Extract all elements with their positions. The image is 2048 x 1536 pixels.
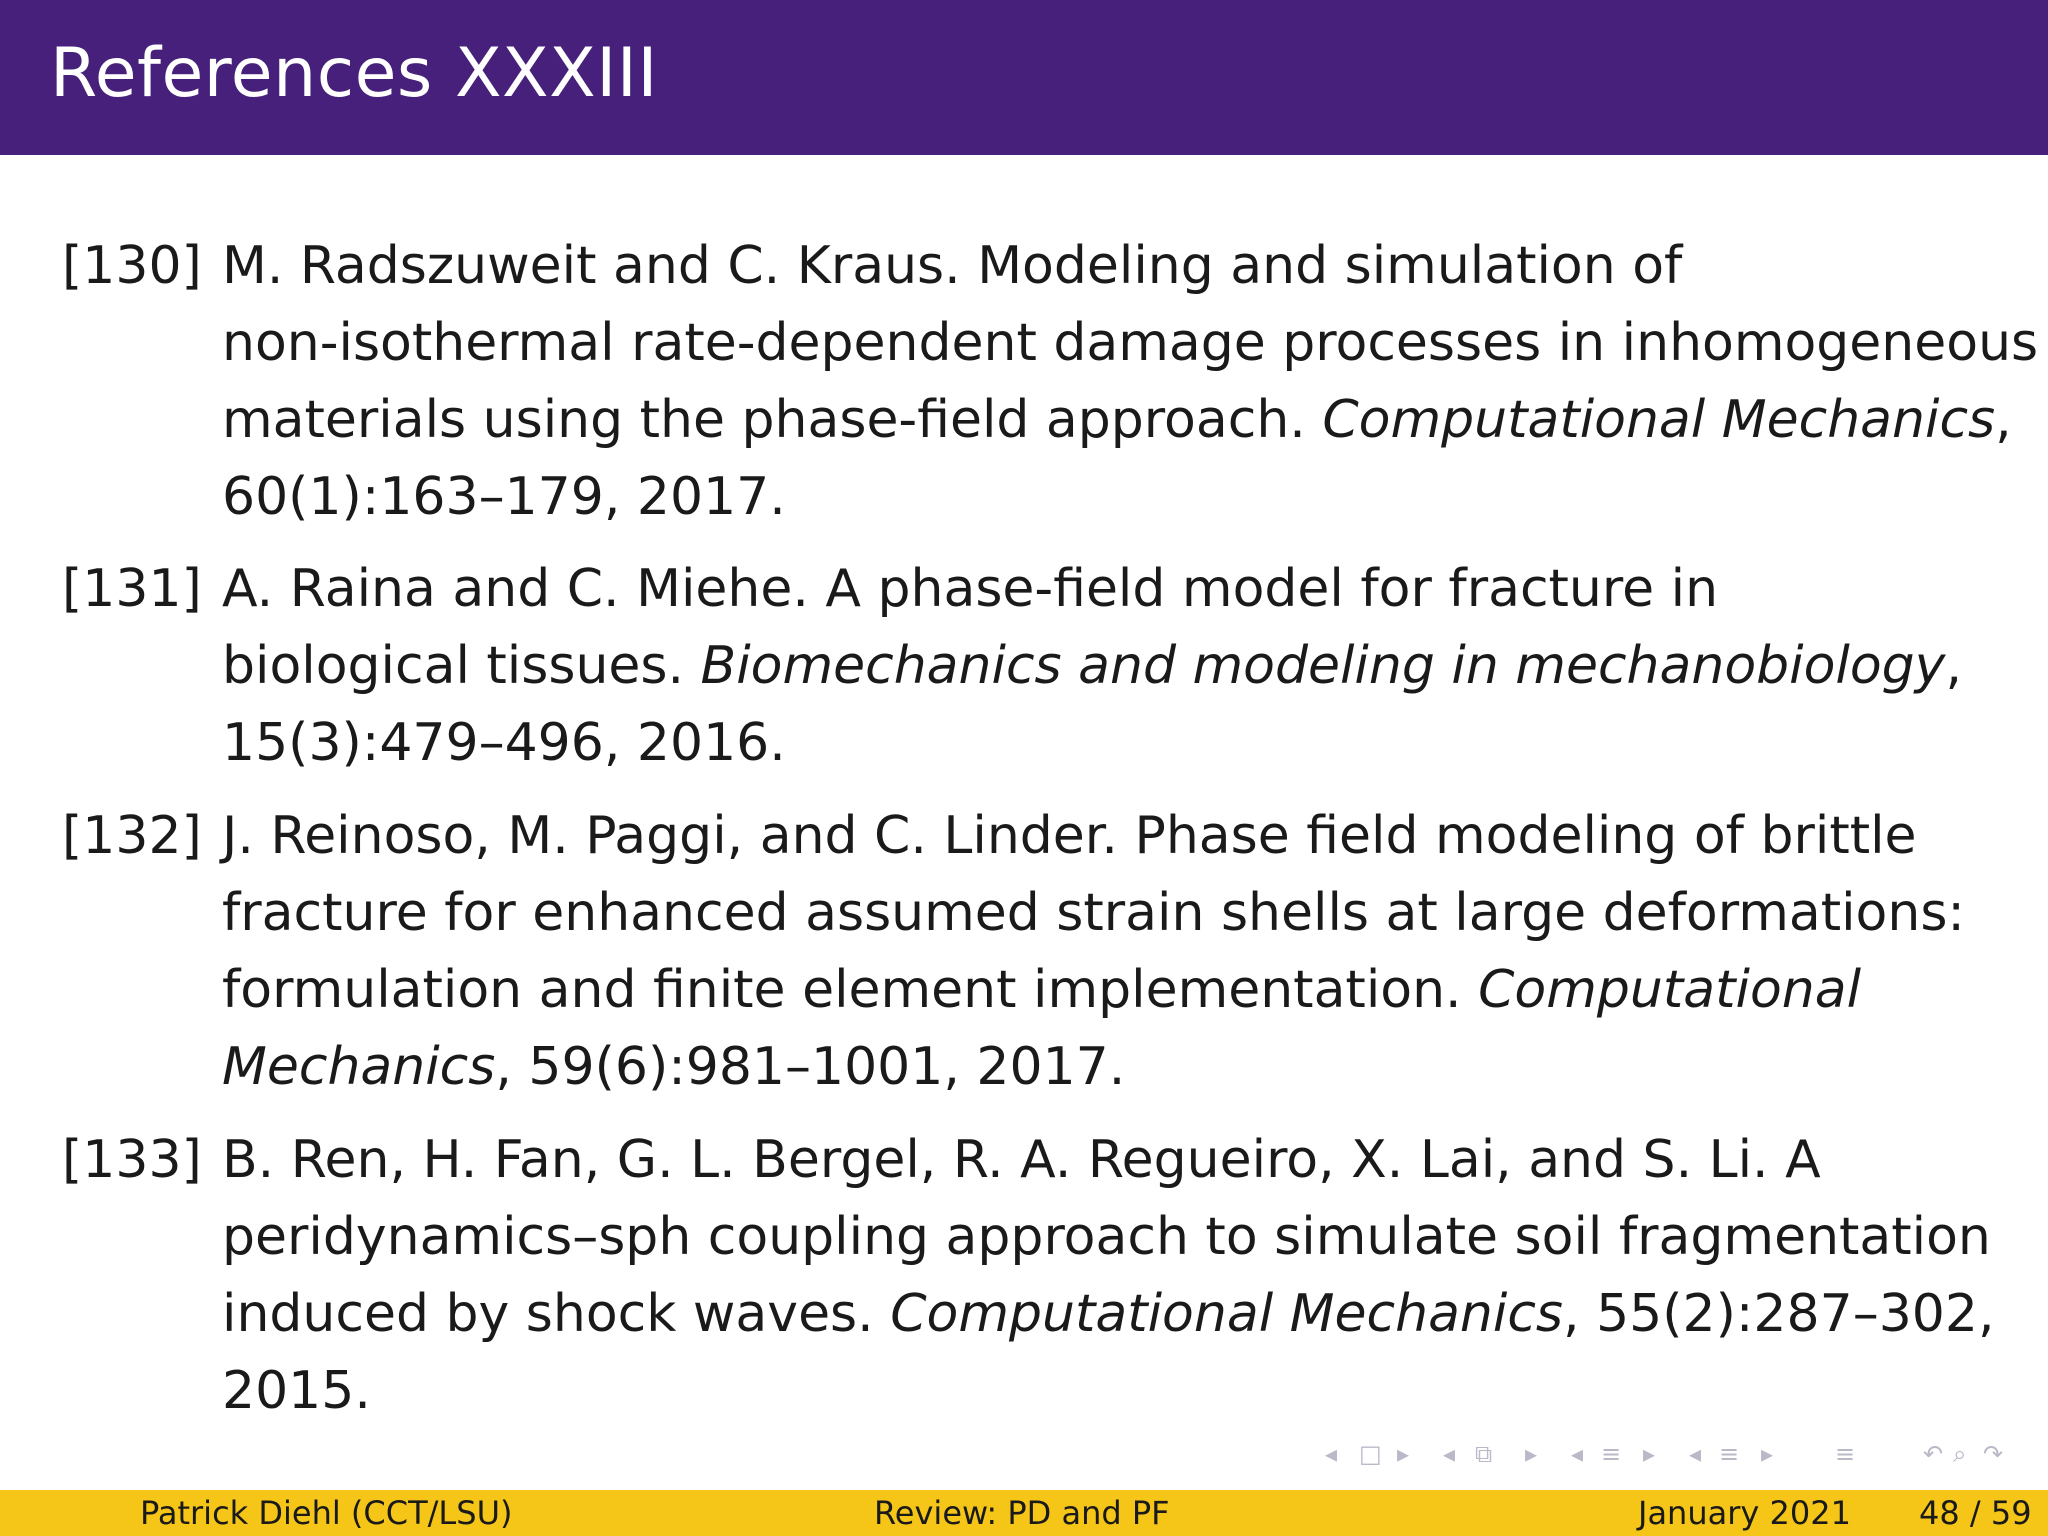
reference-line-text: , 59(6):981–1001, 2017. <box>495 1037 1126 1097</box>
journal-name: Computational <box>1478 960 1862 1020</box>
reference-line <box>222 459 2002 536</box>
reference-line-text: , 55(2):287–302, <box>1563 1284 1995 1344</box>
footer-author: Patrick Diehl (CCT/LSU) <box>140 1494 513 1532</box>
reference-line-text: fracture for enhanced assumed strain shells at large deformations: <box>222 883 1965 943</box>
reference-line <box>222 705 2002 782</box>
footer-page-number: 48 / 59 <box>1919 1494 2032 1532</box>
nav-part-icon[interactable]: ≡ <box>1719 1440 1740 1468</box>
reference-line <box>222 1353 2002 1430</box>
nav-prev-frame-arrow-icon[interactable]: ◂ <box>1325 1440 1338 1468</box>
slide-header <box>0 0 2048 155</box>
reference-line-text: B. Ren, H. Fan, G. L. Bergel, R. A. Regueiro, X. Lai, and S. Li. A <box>222 1130 1821 1190</box>
journal-name: Computational Mechanics <box>1322 390 1996 450</box>
reference-text <box>222 1122 2002 1430</box>
reference-line-text: peridynamics–sph coupling approach to simulate soil fragmentation <box>222 1207 1991 1267</box>
reference-number: [131] <box>62 559 202 619</box>
reference-line-text: induced by shock waves. <box>222 1284 891 1344</box>
reference-number: [130] <box>62 236 202 296</box>
reference-line <box>222 305 2039 382</box>
slide-footer <box>0 1490 2048 1536</box>
nav-frame-icon[interactable]: □ <box>1359 1440 1382 1468</box>
reference-text <box>222 798 2002 1106</box>
nav-prev-subsection-arrow-icon[interactable]: ◂ <box>1443 1440 1456 1468</box>
nav-next-section-arrow-icon[interactable]: ▸ <box>1643 1440 1656 1468</box>
nav-undo-icon[interactable]: ↶ <box>1923 1440 1944 1468</box>
nav-next-part-arrow-icon[interactable]: ▸ <box>1761 1440 1774 1468</box>
nav-section-icon[interactable]: ≡ <box>1601 1440 1622 1468</box>
reference-line-text: A. Raina and C. Miehe. A phase-field model for fracture in <box>222 559 1719 619</box>
nav-search-icon[interactable]: ⌕ <box>1953 1440 1967 1468</box>
reference-line-text: , <box>1945 636 1962 696</box>
reference-line <box>222 1276 2002 1353</box>
nav-prev-part-arrow-icon[interactable]: ◂ <box>1689 1440 1702 1468</box>
reference-line-text: biological tissues. <box>222 636 701 696</box>
reference-line-text: 2015. <box>222 1361 371 1421</box>
reference-line <box>222 628 2002 705</box>
reference-line <box>222 1122 2002 1199</box>
reference-text <box>222 551 2002 782</box>
reference-line <box>222 798 2002 875</box>
reference-line-text: 15(3):479–496, 2016. <box>222 713 786 773</box>
reference-line <box>222 551 2002 628</box>
journal-name: Computational Mechanics <box>890 1284 1564 1344</box>
footer-title: Review: PD and PF <box>874 1494 1170 1532</box>
nav-next-frame-arrow-icon[interactable]: ▸ <box>1397 1440 1410 1468</box>
reference-line <box>222 875 2002 952</box>
journal-name: Mechanics <box>222 1037 496 1097</box>
reference-line-text: J. Reinoso, M. Paggi, and C. Linder. Phase field modeling of brittle <box>222 806 1917 866</box>
nav-subsection-icon[interactable]: ⧉ <box>1475 1440 1493 1468</box>
reference-line <box>222 382 2012 459</box>
reference-line-text: non-isothermal rate-dependent damage processes in inhomogeneous <box>222 313 2039 373</box>
reference-line-text: materials using the phase-field approach. <box>222 390 1323 450</box>
reference-line <box>222 952 2002 1029</box>
reference-line <box>222 228 2002 305</box>
reference-line <box>222 1029 2002 1106</box>
reference-line-text: M. Radszuweit and C. Kraus. Modeling and simulation of <box>222 236 1683 296</box>
nav-prev-section-arrow-icon[interactable]: ◂ <box>1571 1440 1584 1468</box>
nav-menu-icon[interactable]: ≡ <box>1835 1440 1856 1468</box>
reference-line <box>222 1199 2002 1276</box>
journal-name: Biomechanics and modeling in mechanobiology <box>700 636 1946 696</box>
reference-line-text: formulation and finite element implementation. <box>222 960 1479 1020</box>
nav-redo-icon[interactable]: ↷ <box>1983 1440 2004 1468</box>
reference-number: [133] <box>62 1130 202 1190</box>
reference-text <box>222 228 2039 536</box>
reference-number: [132] <box>62 806 202 866</box>
reference-line-text: 60(1):163–179, 2017. <box>222 467 786 527</box>
nav-next-subsection-arrow-icon[interactable]: ▸ <box>1525 1440 1538 1468</box>
footer-date: January 2021 <box>1638 1494 1851 1532</box>
reference-line-text: , <box>1995 390 2012 450</box>
beamer-navigation-bar <box>1325 1440 2025 1474</box>
slide-title: References XXXIII <box>50 34 658 113</box>
